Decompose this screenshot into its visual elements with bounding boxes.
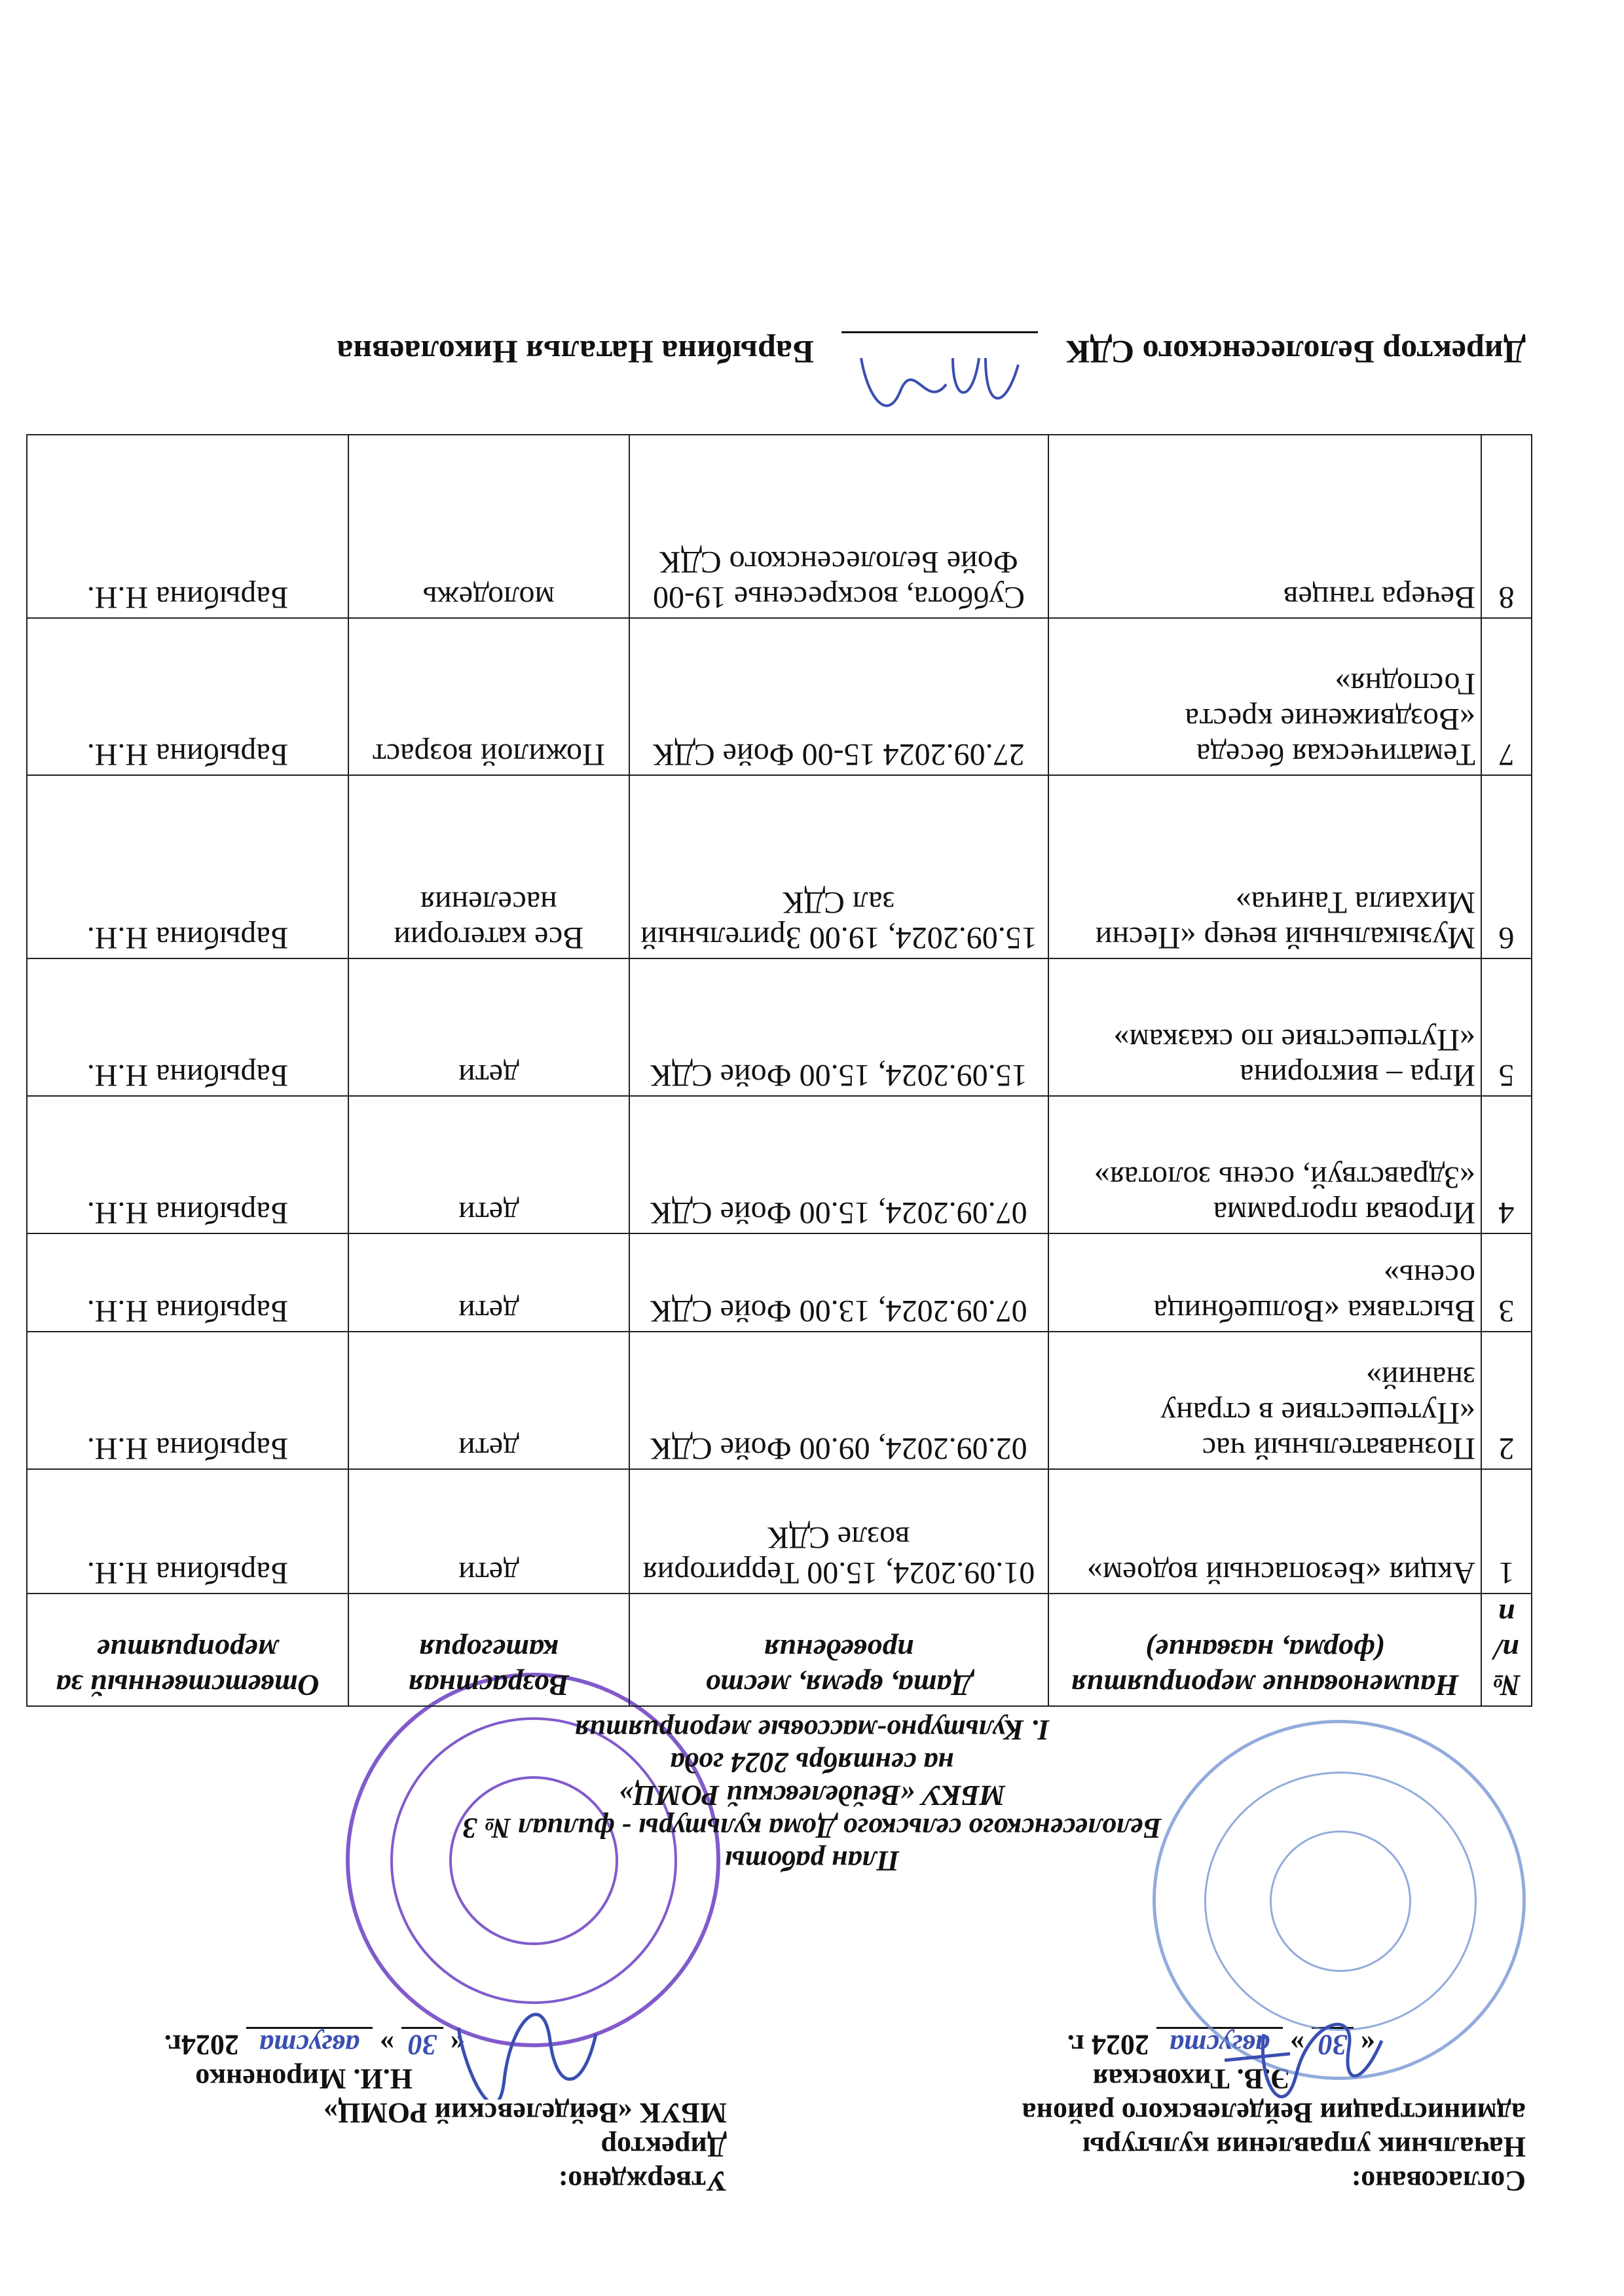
row-age: дети: [348, 1233, 629, 1332]
approval-right-year: 2024г.: [164, 2029, 239, 2061]
title-line2: Белолесенского сельского Дома культуры - филиал № 3: [462, 1812, 1162, 1844]
row-age: дети: [348, 1332, 629, 1469]
table-row: [27, 958, 1532, 1096]
row-age: дети: [348, 958, 629, 1096]
approval-right-line2: МБУК «Вейделевский РОМЦ»: [323, 2097, 727, 2129]
signature-right-icon: [445, 2008, 602, 2100]
row-date: 01.09.2024, 15.00 Территория возле СДК: [629, 1469, 1049, 1594]
header-name: Наименование мероприятия (форма, название): [1048, 1594, 1481, 1706]
approval-left-line1: Начальник управления культуры: [1082, 2131, 1526, 2163]
row-date: 27.09.2024 15-00 Фойе СДК: [629, 618, 1049, 775]
row-resp: Барыбина Н.Н.: [27, 775, 348, 958]
row-date: 07.09.2024, 15.00 Фойе СДК: [629, 1096, 1049, 1233]
row-resp: Барыбина Н.Н.: [27, 618, 348, 775]
row-name: Акция «Безопасный водоем»: [1048, 1469, 1481, 1594]
table-row: [27, 1469, 1532, 1594]
table-row: [27, 1332, 1532, 1469]
events-table: [26, 434, 1532, 1707]
footer-name: Барыбина Наталья Николаевна: [337, 334, 814, 371]
approval-right-name: Н.И. Мироненко: [195, 2063, 413, 2095]
approval-right: [138, 2028, 727, 2198]
date-close-quote: »: [1290, 2029, 1304, 2061]
row-num: 5: [1481, 958, 1532, 1096]
table-header-row: [27, 1594, 1532, 1706]
title-line1: План работы: [724, 1845, 900, 1877]
row-name: Вечера танцев: [1048, 435, 1481, 618]
date-open-quote: «: [1361, 2029, 1375, 2061]
row-num: 8: [1481, 435, 1532, 618]
row-date: 02.09.2024, 09.00 Фойе СДК: [629, 1332, 1049, 1469]
approval-right-month: августа: [246, 2027, 373, 2061]
approval-right-line1: Директор: [600, 2131, 727, 2163]
section-heading: I. Культурно-массовые мероприятия: [574, 1714, 1050, 1746]
approval-right-date: [138, 2028, 727, 2062]
header-date: Дата, время, место проведения: [629, 1594, 1049, 1706]
row-age: дети: [348, 1469, 629, 1594]
row-age: Все категории населения: [348, 775, 629, 958]
row-name: Игра – викторина «Путешествие по сказкам»: [1048, 958, 1481, 1096]
row-resp: Барыбина Н.Н.: [27, 1469, 348, 1594]
header-resp: Ответственный за мероприятие: [27, 1594, 348, 1706]
signature-left-icon: [1218, 2008, 1388, 2100]
title-line3: МБКУ «Вейделевский РОМЦ»: [619, 1779, 1005, 1812]
table-row: [27, 1096, 1532, 1233]
row-name: Тематическая беседа «Воздвижение креста Господня»: [1048, 618, 1481, 775]
row-num: 1: [1481, 1469, 1532, 1594]
approval-right-heading: Утверждено:: [558, 2165, 727, 2197]
footer-signature-line: [337, 331, 1526, 371]
row-date: 15.09.2024, 15.00 Фойе СДК: [629, 958, 1049, 1096]
signature-footer-icon: [855, 338, 1025, 417]
document-title: [288, 1713, 1336, 1877]
header-age: Возрастная категория: [348, 1594, 629, 1706]
row-num: 2: [1481, 1332, 1532, 1469]
row-name: Выставка «Волшебница осень»: [1048, 1233, 1481, 1332]
approval-left-name: Э.В. Тиховская: [1092, 2063, 1290, 2095]
row-name: Музыкальный вечер «Песни Михаила Танича»: [1048, 775, 1481, 958]
row-resp: Барыбина Н.Н.: [27, 1332, 348, 1469]
approval-left-year: 2024 г.: [1067, 2029, 1149, 2061]
row-resp: Барыбина Н.Н.: [27, 1233, 348, 1332]
row-resp: Барыбина Н.Н.: [27, 1096, 348, 1233]
table-row: [27, 1233, 1532, 1332]
row-age: Пожилой возраст: [348, 618, 629, 775]
row-num: 6: [1481, 775, 1532, 958]
row-resp: Барыбина Н.Н.: [27, 435, 348, 618]
row-num: 7: [1481, 618, 1532, 775]
row-resp: Барыбина Н.Н.: [27, 958, 348, 1096]
table-row: [27, 775, 1532, 958]
footer-role: Директор Белолесенского СДК: [1065, 334, 1526, 371]
row-date: 07.09.2024, 13.00 Фойе СДК: [629, 1233, 1049, 1332]
header-num: № п/п: [1481, 1594, 1532, 1706]
row-num: 4: [1481, 1096, 1532, 1233]
footer-signature-blank: [841, 331, 1038, 371]
date-open-quote: «: [451, 2029, 465, 2061]
title-line4: на сентябрь 2024 года: [670, 1747, 954, 1779]
row-date: Суббота, воскресенье 19-00 Фойе Белолесенского СДК: [629, 435, 1049, 618]
table-row: [27, 435, 1532, 618]
row-age: дети: [348, 1096, 629, 1233]
approval-left-line2: администрации Вейделевского района: [1022, 2097, 1526, 2129]
row-num: 3: [1481, 1233, 1532, 1332]
row-name: Игровая программа «Здравствуй, осень золотая»: [1048, 1096, 1481, 1233]
approval-left-heading: Согласовано:: [1351, 2165, 1526, 2197]
table-row: [27, 618, 1532, 775]
row-date: 15.09.2024, 19.00 Зрительный зал СДК: [629, 775, 1049, 958]
row-age: молодежь: [348, 435, 629, 618]
approval-left-day: 30: [1312, 2027, 1354, 2061]
approval-left-month: августа: [1156, 2027, 1283, 2061]
row-name: Познавательный час «Путешествие в страну знаний»: [1048, 1332, 1481, 1469]
date-close-quote: »: [380, 2029, 394, 2061]
approval-right-day: 30: [401, 2027, 443, 2061]
